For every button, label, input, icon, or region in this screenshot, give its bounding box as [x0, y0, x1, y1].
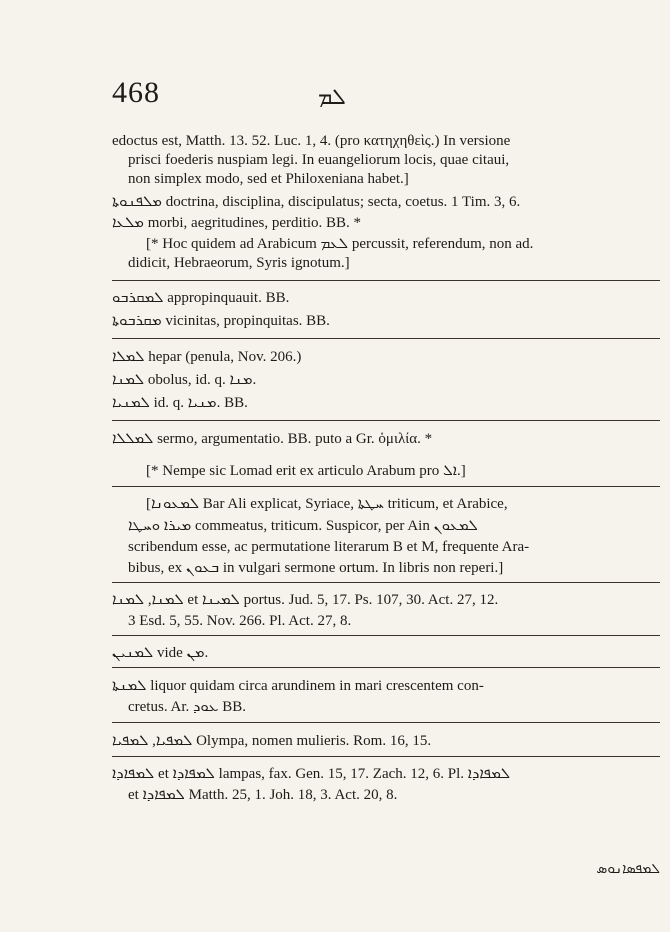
- text-line: ܠܡܢܝܢ vide ܡܢ.: [112, 645, 209, 661]
- text-line: edoctus est, Matth. 13. 52. Luc. 1, 4. (pro κατηχηθεὶς.) In versione: [112, 133, 511, 149]
- text-line: ܡܠܦܢܘܬܐ doctrina, disciplina, discipulatus; secta, coetus. 1 Tim. 3, 6.: [112, 194, 521, 210]
- text-line: [* Nempe sic Lomad erit ex articulo Arabum pro ܐܠ.]: [146, 463, 466, 479]
- section-rule: [112, 486, 660, 487]
- catchword: ܠܡܦܣܐܢܘܣ: [596, 861, 660, 877]
- text-line: ܠܡܩܪܒܘ appropinquauit. BB.: [112, 290, 290, 306]
- text-line: [* Hoc quidem ad Arabicum ܠܥܡ percussit, referendum, non ad.: [146, 236, 534, 252]
- text-line: et ܠܡܦܐܕܐ Matth. 25, 1. Joh. 18, 3. Act. 20, 8.: [128, 787, 398, 803]
- page-number: 468: [112, 76, 160, 109]
- section-rule: [112, 338, 660, 339]
- text-line: ܠܡܢܐ, ܠܡܢܐ et ܠܡܝܢܐ portus. Jud. 5, 17. Ps. 107, 30. Act. 27, 12.: [112, 592, 499, 608]
- text-line: [ܠܡܥܘܢܐ Bar Ali explicat, Syriace, ܚܛܬܐ triticum, et Arabice,: [146, 496, 508, 512]
- text-line: prisci foederis nuspiam legi. In euangeliorum locis, quae citaui,: [128, 152, 510, 168]
- text-line: didicit, Hebraeorum, Syris ignotum.]: [128, 255, 350, 271]
- text-line: bibus, ex ܒܥܘܢ in vulgari sermone ortum. In libris non reperi.]: [128, 560, 504, 576]
- text-line: scribendum esse, ac permutatione literarum B et M, frequente Ara-: [128, 539, 530, 555]
- running-head: ܠܡ: [318, 84, 346, 109]
- text-line: ܠܡܠܐ hepar (penula, Nov. 206.): [112, 349, 302, 365]
- section-rule: [112, 280, 660, 281]
- section-rule: [112, 667, 660, 668]
- text-line: non simplex modo, sed et Philoxeniana habet.]: [128, 171, 409, 187]
- text-line: ܠܡܢܬܐ liquor quidam circa arundinem in mari crescentem con-: [112, 678, 484, 694]
- text-line: ܠܡܦܐܕܐ et ܠܡܦܐܕܐ lampas, fax. Gen. 15, 17. Zach. 12, 6. Pl. ܠܡܦܐܕܐ: [112, 766, 511, 782]
- text-line: ܠܡܠܠܐ sermo, argumentatio. BB. puto a Gr. ὁμιλία. *: [112, 431, 433, 447]
- section-rule: [112, 756, 660, 757]
- text-line: ܠܡܢܝܐ id. q. ܡܢܝܐ. BB.: [112, 395, 248, 411]
- text-line: cretus. Ar. ܥܘܕ BB.: [128, 699, 247, 715]
- section-rule: [112, 722, 660, 723]
- text-line: 3 Esd. 5, 55. Nov. 266. Pl. Act. 27, 8.: [128, 613, 352, 629]
- text-line: ܡܠܥܐ morbi, aegritudines, perditio. BB. *: [112, 215, 362, 231]
- text-line: ܠܡܦܝܐ, ܠܡܦܝܐ Olympa, nomen mulieris. Rom. 16, 15.: [112, 733, 432, 749]
- section-rule: [112, 635, 660, 636]
- section-rule: [112, 582, 660, 583]
- section-rule: [112, 420, 660, 421]
- text-line: ܡܝܪܐ ܘܚܛܐ commeatus, triticum. Suspicor, per Ain ܠܡܥܘܢ: [128, 518, 478, 534]
- text-line: ܡܩܪܒܘܬܐ vicinitas, propinquitas. BB.: [112, 313, 330, 329]
- text-line: ܠܡܢܐ obolus, id. q. ܡܢܐ.: [112, 372, 257, 388]
